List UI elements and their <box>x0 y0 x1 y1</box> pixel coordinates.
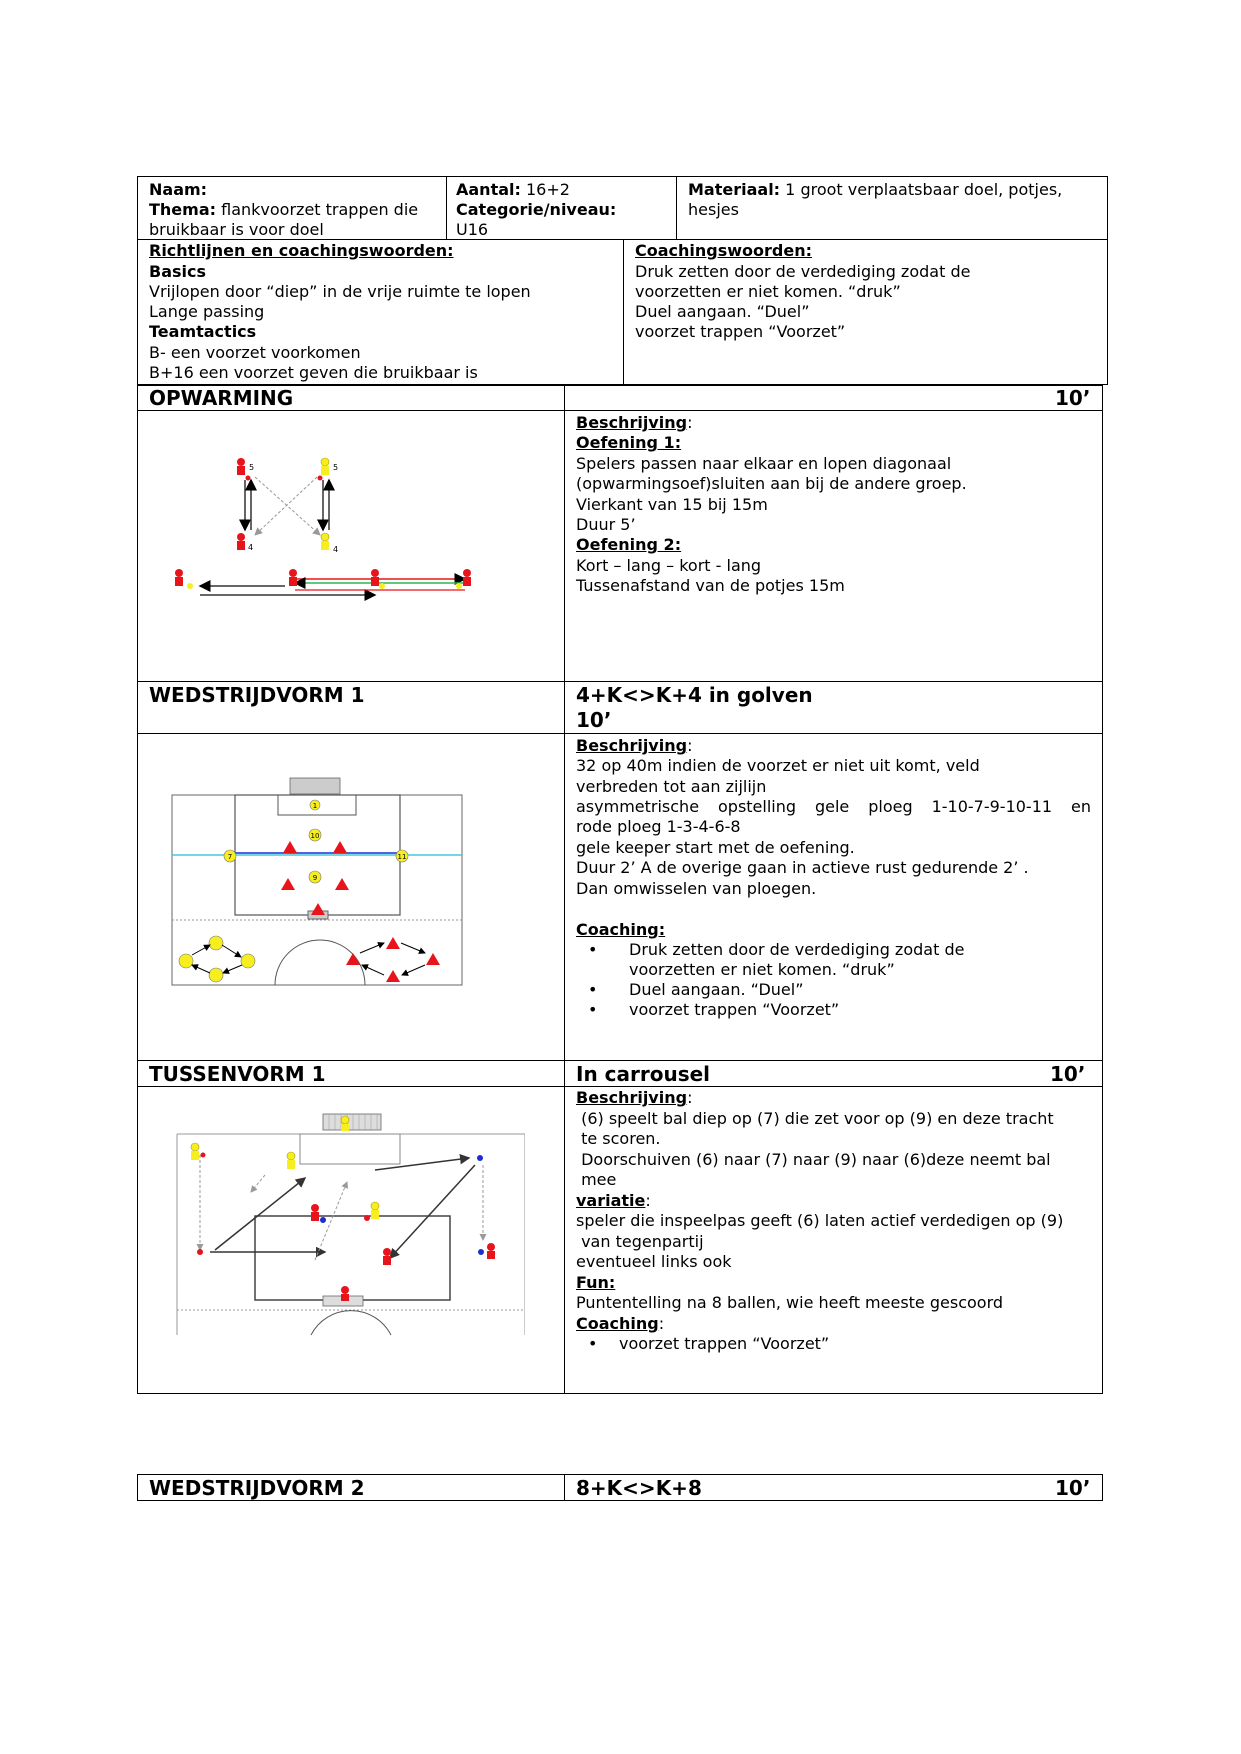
yellow-player <box>209 936 223 950</box>
description-line: 32 op 40m indien de voorzet er niet uit komt, veld <box>576 756 980 775</box>
match-diagram <box>170 775 470 990</box>
player-number: 1 <box>312 802 318 810</box>
wedstrijdvorm1-subtitle: 4+K<>K+4 in golven <box>576 683 813 707</box>
thema-value: flankvoorzet trappen die <box>221 200 419 219</box>
fun-label: Fun: <box>576 1273 616 1292</box>
player-red <box>311 1204 326 1223</box>
aantal-value: 16+2 <box>526 180 570 199</box>
thema-field <box>149 200 418 220</box>
wedstrijdvorm1-duration: 10’ <box>576 708 612 732</box>
oefening1-label: Oefening 1: <box>576 433 682 452</box>
description-line: Doorschuiven (6) naar (7) naar (9) naar (6)deze neemt bal <box>576 1150 1051 1169</box>
opwarming-title: OPWARMING <box>149 386 294 410</box>
pass-line <box>390 1165 475 1258</box>
tussenvorm1-title: TUSSENVORM 1 <box>149 1062 326 1086</box>
tussenvorm1-duration: 10’ <box>1050 1062 1086 1086</box>
basics-item: Lange passing <box>149 302 265 321</box>
beschrijving-label: Beschrijving <box>576 736 688 755</box>
red-cone <box>283 841 297 853</box>
pass-line <box>215 1178 305 1250</box>
player-red <box>289 569 297 586</box>
description-line: mee <box>576 1170 617 1189</box>
wedstrijdvorm2-title: WEDSTRIJDVORM 2 <box>149 1476 365 1500</box>
ball <box>197 1249 203 1255</box>
player-number: 5 <box>333 463 339 472</box>
player-number: 10 <box>310 832 320 840</box>
carrousel-diagram <box>165 1110 525 1350</box>
player-number: 4 <box>248 543 254 552</box>
player-yellow <box>287 1152 295 1169</box>
pass-arrow <box>192 965 210 973</box>
coachingswoorden-title: Coachingswoorden: <box>635 241 813 260</box>
run-line <box>251 1175 265 1192</box>
description-line: Dan omwisselen van ploegen. <box>576 879 817 898</box>
red-cone <box>333 841 347 853</box>
yellow-player <box>209 968 223 982</box>
run-line <box>315 1182 347 1260</box>
wedstrijdvorm1-beschrijving: Beschrijving: <box>576 736 693 755</box>
description-line: te scoren. <box>576 1129 661 1148</box>
aantal-label: Aantal: <box>456 180 521 199</box>
description-line: (6) speelt bal diep op (7) die zet voor op (9) en deze tracht <box>576 1109 1054 1128</box>
coachingswoorden-line: Duel aangaan. “Duel” <box>635 302 810 321</box>
goal-area <box>300 1134 400 1164</box>
coachingswoorden-line: voorzet trappen “Voorzet” <box>635 322 846 341</box>
player-number: 11 <box>397 853 407 861</box>
center-arc <box>311 1311 391 1335</box>
coaching-list <box>576 940 964 1020</box>
red-cone <box>281 878 295 890</box>
oefening2-label: Oefening 2: <box>576 535 682 554</box>
coachingswoorden-line: Druk zetten door de verdediging zodat de <box>635 262 971 281</box>
coaching-heading: Coaching: <box>576 1314 665 1333</box>
oefening1-line: Duur 5’ <box>576 515 636 534</box>
teamtactics-item: B- een voorzet voorkomen <box>149 343 361 362</box>
coaching-item: • Druk zetten door de verdediging zodat de voorzetten er niet komen. “druk” <box>576 940 964 980</box>
red-cone <box>426 953 440 965</box>
wedstrijdvorm2-duration: 10’ <box>1055 1476 1091 1500</box>
opwarming-beschrijving: Beschrijving: <box>576 413 693 432</box>
coaching-item: • voorzet trappen “Voorzet” <box>576 1000 964 1020</box>
red-cone <box>311 903 325 915</box>
pass-arrow <box>362 965 384 975</box>
aantal-field <box>456 180 570 200</box>
pass-arrow <box>360 943 384 953</box>
goal <box>290 778 340 794</box>
oefening2-line: Tussenafstand van de potjes 15m <box>576 576 845 595</box>
wedstrijdvorm2-subtitle: 8+K<>K+8 <box>576 1476 702 1500</box>
yellow-player <box>241 954 255 968</box>
description-line: Duur 2’ A de overige gaan in actieve rust gedurende 2’ . <box>576 858 1029 877</box>
materiaal-value: 1 groot verplaatsbaar doel, potjes, <box>785 180 1063 199</box>
player-blue <box>478 1249 484 1255</box>
oefening1-line: (opwarmingsoef)sluiten aan bij de andere groep. <box>576 474 967 493</box>
coachingswoorden-line: voorzetten er niet komen. “druk” <box>635 282 901 301</box>
variatie-heading: variatie: <box>576 1191 651 1210</box>
coaching-item: • voorzet trappen “Voorzet” <box>576 1334 829 1354</box>
pitch-outline <box>172 795 462 985</box>
pass-arrow <box>402 965 425 975</box>
materiaal-value-line2: hesjes <box>688 200 739 219</box>
player-red <box>341 1286 349 1301</box>
center-box <box>255 1216 450 1300</box>
red-cone <box>346 953 360 965</box>
red-cone <box>386 937 400 949</box>
beschrijving-label: Beschrijving <box>576 413 688 432</box>
basics-label: Basics <box>149 262 207 281</box>
pass-arrow <box>222 945 241 957</box>
naam-label: Naam: <box>149 180 208 199</box>
pass-arrow <box>192 945 210 955</box>
teamtactics-item: B+16 een voorzet geven die bruikbaar is <box>149 363 478 382</box>
richtlijnen-title: Richtlijnen en coachingswoorden: <box>149 241 454 260</box>
player-yellow <box>321 533 329 550</box>
player-number: 5 <box>249 463 255 472</box>
variatie-line: eventueel links ook <box>576 1252 732 1271</box>
teamtactics-label: Teamtactics <box>149 322 257 341</box>
player-red <box>487 1243 495 1259</box>
player-yellow <box>318 458 330 481</box>
goal <box>323 1114 381 1130</box>
description-line: gele keeper start met de oefening. <box>576 838 855 857</box>
thema-label: Thema: <box>149 200 217 219</box>
wedstrijdvorm1-title: WEDSTRIJDVORM 1 <box>149 683 365 707</box>
variatie-label: variatie <box>576 1191 646 1210</box>
opwarming-duration: 10’ <box>1055 386 1091 410</box>
variatie-line: speler die inspeelpas geeft (6) laten actief verdedigen op (9) <box>576 1211 1064 1230</box>
tussenvorm1-beschrijving: Beschrijving: <box>576 1088 693 1107</box>
variatie-line: van tegenpartij <box>576 1232 704 1251</box>
oefening2-line: Kort – lang – kort - lang <box>576 556 762 575</box>
coaching-label: Coaching: <box>576 920 666 939</box>
tussenvorm1-subtitle: In carrousel <box>576 1062 711 1086</box>
player-blue <box>477 1155 483 1161</box>
player-red <box>237 533 245 550</box>
categorie-label: Categorie/niveau: <box>456 200 617 219</box>
thema-value-line2: bruikbaar is voor doel <box>149 220 324 239</box>
red-cone <box>335 878 349 890</box>
coaching-label: Coaching <box>576 1314 659 1333</box>
description-line: verbreden tot aan zijlijn <box>576 777 767 796</box>
pass-arrow <box>401 943 425 953</box>
pass-arrow <box>223 965 242 973</box>
beschrijving-label: Beschrijving <box>576 1088 688 1107</box>
description-line-justified: asymmetrische opstelling gele ploeg 1-10-7-9-10-11 en <box>576 797 1091 816</box>
player-yellow <box>364 1202 379 1221</box>
yellow-player <box>179 954 193 968</box>
materiaal-field <box>688 180 1062 200</box>
materiaal-label: Materiaal: <box>688 180 781 199</box>
player-red <box>175 569 193 589</box>
description-line: rode ploeg 1-3-4-6-8 <box>576 817 741 836</box>
warmup-diagram <box>165 455 485 605</box>
coaching-list <box>576 1334 829 1354</box>
basics-item: Vrijlopen door “diep” in de vrije ruimte te lopen <box>149 282 531 301</box>
coaching-item: • Duel aangaan. “Duel” <box>576 980 964 1000</box>
categorie-value: U16 <box>456 220 489 239</box>
fun-line: Puntentelling na 8 ballen, wie heeft meeste gescoord <box>576 1293 1004 1312</box>
red-cone <box>386 970 400 982</box>
oefening1-line: Spelers passen naar elkaar en lopen diagonaal <box>576 454 952 473</box>
player-number: 7 <box>227 853 233 861</box>
oefening1-line: Vierkant van 15 bij 15m <box>576 495 768 514</box>
player-number: 9 <box>312 874 318 882</box>
player-number: 4 <box>333 545 339 554</box>
player-yellow <box>191 1143 206 1160</box>
player-red <box>383 1248 391 1265</box>
